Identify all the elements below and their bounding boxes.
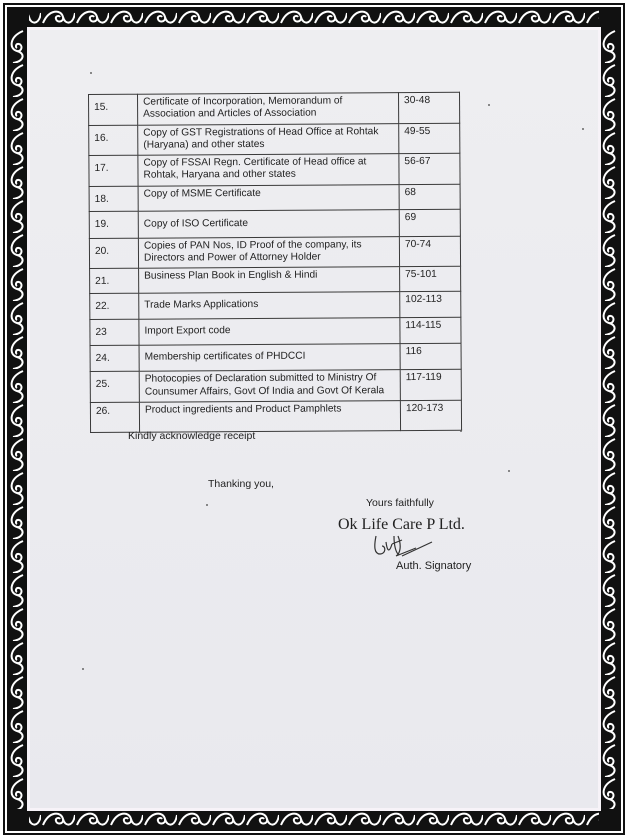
row-number: 21. xyxy=(90,269,139,294)
row-pages: 117-119 xyxy=(400,370,461,401)
scan-speck xyxy=(82,668,84,670)
row-pages: 68 xyxy=(399,184,460,209)
table-row xyxy=(90,370,461,403)
company-name: Ok Life Care P Ltd. xyxy=(338,516,465,533)
row-pages: 70-74 xyxy=(399,236,460,267)
row-description: Certificate of Incorporation, Memorandum of Association and Articles of Association xyxy=(138,93,399,125)
scan-speck xyxy=(488,104,490,106)
table-row xyxy=(90,267,461,294)
row-number: 24. xyxy=(90,346,139,372)
row-description: Business Plan Book in English & Hindi xyxy=(139,267,400,294)
thanks-text: Thanking you, xyxy=(208,478,274,490)
scan-speck xyxy=(582,128,584,130)
row-description: Product ingredients and Product Pamphlets xyxy=(139,401,400,433)
closing-text: Yours faithfully xyxy=(366,497,434,509)
row-pages: 56-67 xyxy=(399,153,460,184)
row-description: Membership certificates of PHDCCI xyxy=(139,344,400,372)
scroll-pattern-right-icon xyxy=(599,29,621,809)
row-pages: 75-101 xyxy=(400,267,461,292)
signatory-title: Auth. Signatory xyxy=(396,560,472,572)
scan-speck xyxy=(460,430,462,432)
row-description: Copy of ISO Certificate xyxy=(138,209,399,238)
scan-speck xyxy=(206,504,208,506)
table-row xyxy=(89,123,460,156)
row-pages: 120-173 xyxy=(400,400,461,430)
row-description: Trade Marks Applications xyxy=(139,292,400,320)
row-number: 16. xyxy=(89,125,138,156)
signature-icon xyxy=(372,532,442,560)
row-description: Copy of GST Registrations of Head Office at Rohtak (Haryana) and other states xyxy=(138,123,399,155)
scroll-pattern-left-icon xyxy=(7,29,29,809)
table-row xyxy=(89,153,460,186)
document-index-table xyxy=(88,92,462,433)
row-description: Copies of PAN Nos, ID Proof of the company, its Directors and Power of Attorney Holder xyxy=(138,236,399,268)
row-number: 25. xyxy=(90,372,139,403)
table-row xyxy=(89,184,460,211)
row-pages: 114-115 xyxy=(400,318,461,344)
row-number: 18. xyxy=(89,186,138,211)
row-number: 20. xyxy=(89,238,138,269)
table-row xyxy=(90,400,461,432)
row-pages: 102-113 xyxy=(400,292,461,318)
row-description: Import Export code xyxy=(139,318,400,346)
table-row xyxy=(89,209,460,238)
row-number: 23 xyxy=(90,320,139,346)
row-number: 15. xyxy=(89,94,138,125)
scroll-pattern-top-icon xyxy=(7,7,621,29)
row-description: Copy of FSSAI Regn. Certificate of Head office at Rohtak, Haryana and other states xyxy=(138,154,399,186)
row-pages: 30-48 xyxy=(398,92,459,123)
acknowledge-text: Kindly acknowledge receipt xyxy=(128,430,256,442)
row-pages: 49-55 xyxy=(399,123,460,154)
scan-speck xyxy=(508,470,510,472)
row-number: 17. xyxy=(89,155,138,186)
row-description: Photocopies of Declaration submitted to Ministry Of Counsumer Affairs, Govt Of India and Govt Of Kerala xyxy=(139,370,400,402)
table-row xyxy=(90,344,461,372)
row-number: 19. xyxy=(89,211,138,238)
row-pages: 116 xyxy=(400,344,461,370)
row-number: 22. xyxy=(90,294,139,320)
scan-speck xyxy=(90,72,92,74)
scroll-pattern-bottom-icon xyxy=(7,809,621,831)
table-row xyxy=(89,92,460,125)
row-number: 26. xyxy=(90,402,139,432)
row-pages: 69 xyxy=(399,209,460,236)
scanned-page xyxy=(30,30,598,808)
row-description: Copy of MSME Certificate xyxy=(138,184,399,211)
table-row xyxy=(90,292,461,320)
table-row xyxy=(90,318,461,346)
table-row xyxy=(89,236,460,269)
